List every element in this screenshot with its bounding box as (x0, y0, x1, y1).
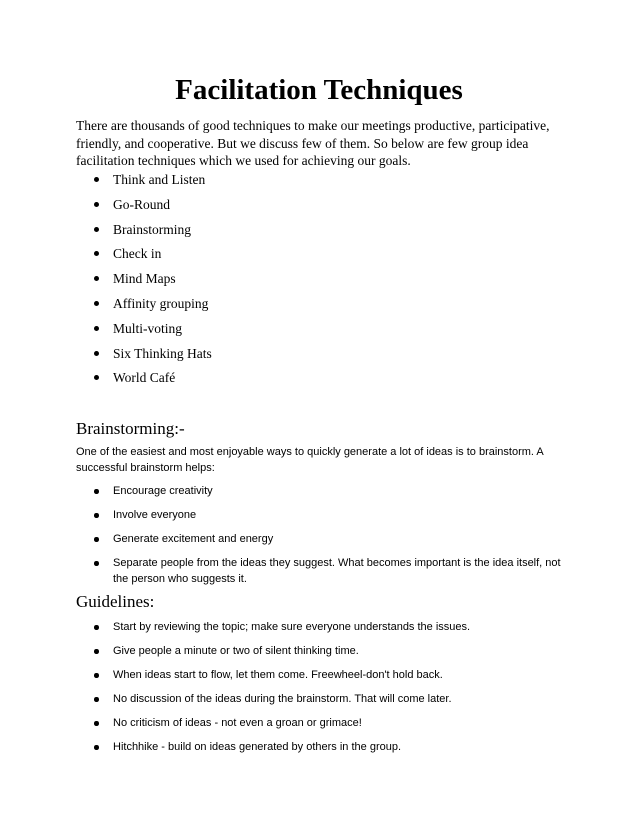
list-item: No criticism of ideas - not even a groan or grimace! (94, 715, 573, 731)
list-item: World Café (94, 368, 212, 393)
list-item: Separate people from the ideas they suggest. What becomes important is the idea itself, not the person who suggests it. (94, 555, 573, 587)
list-item: Multi-voting (94, 319, 212, 344)
brainstorming-heading: Brainstorming:- (76, 419, 185, 438)
list-item: Mind Maps (94, 269, 212, 294)
list-item: Start by reviewing the topic; make sure everyone understands the issues. (94, 619, 573, 635)
list-item: Encourage creativity (94, 483, 573, 499)
list-item: When ideas start to flow, let them come. Freewheel-don't hold back. (94, 667, 573, 683)
intro-text: There are thousands of good techniques to make our meetings productive, participative, friendly, and cooperative. But we discuss few of them. So below are few group idea facilitation techniques which we used for achieving our goals. (76, 118, 550, 168)
list-item: Think and Listen (94, 170, 212, 195)
guidelines-list (94, 619, 573, 763)
list-item: Check in (94, 244, 212, 269)
brainstorm-helps-list (94, 483, 573, 595)
list-item: Involve everyone (94, 507, 573, 523)
list-item: Brainstorming (94, 220, 212, 245)
techniques-list (94, 170, 212, 393)
list-item: Give people a minute or two of silent thinking time. (94, 643, 573, 659)
brainstorming-paragraph (76, 444, 566, 476)
list-item: Six Thinking Hats (94, 344, 212, 369)
brainstorming-text: One of the easiest and most enjoyable ways to quickly generate a lot of ideas is to brainstorm. A successful brainstorm helps: (76, 446, 544, 474)
list-item: Affinity grouping (94, 294, 212, 319)
list-item: No discussion of the ideas during the brainstorm. That will come later. (94, 691, 573, 707)
list-item: Generate excitement and energy (94, 531, 573, 547)
guidelines-heading: Guidelines: (76, 592, 155, 611)
list-item: Hitchhike - build on ideas generated by others in the group. (94, 739, 573, 755)
page-title: Facilitation Techniques (175, 74, 463, 106)
intro-paragraph (76, 117, 566, 170)
list-item: Go-Round (94, 195, 212, 220)
